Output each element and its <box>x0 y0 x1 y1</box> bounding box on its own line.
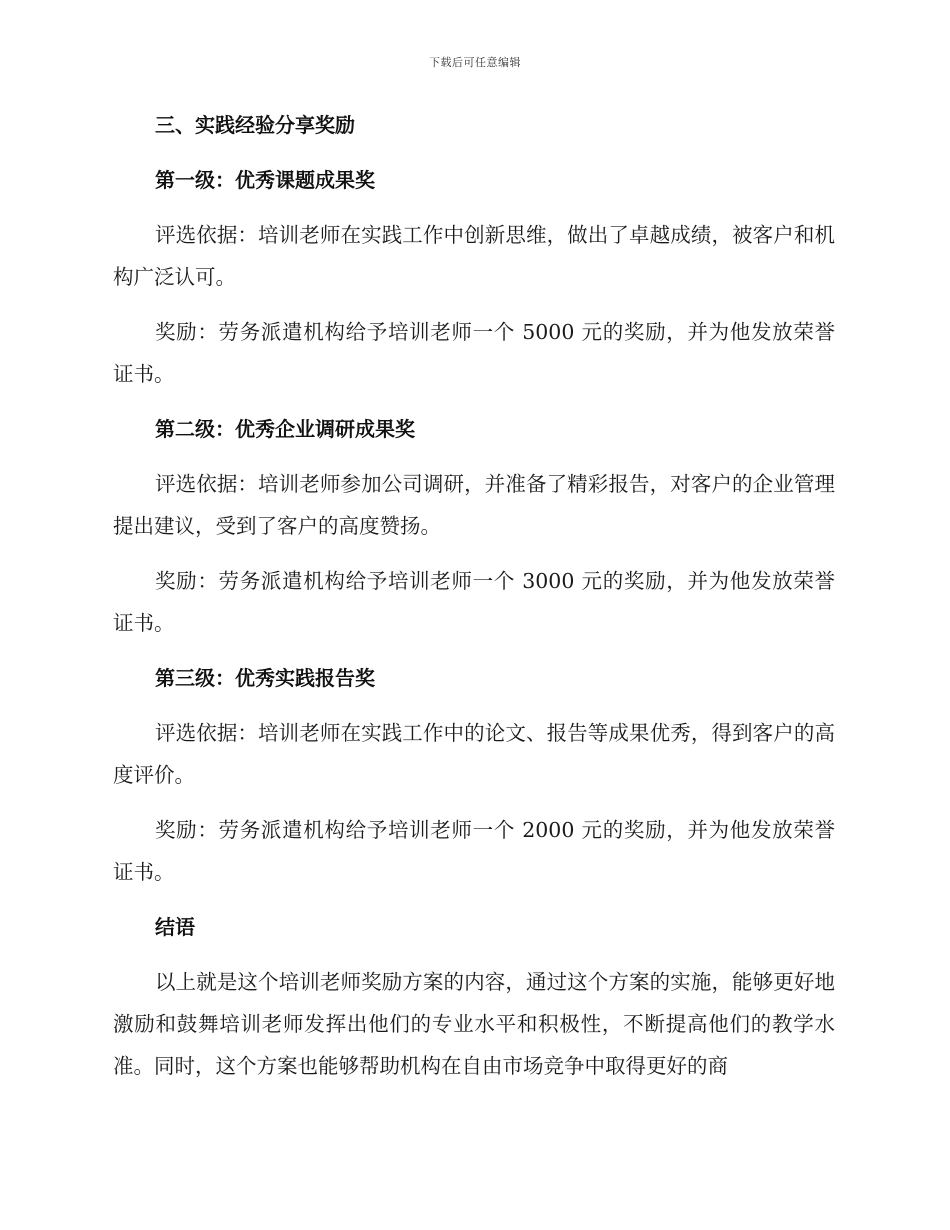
level1-title: 第一级：优秀课题成果奖 <box>155 168 375 192</box>
level2-title: 第二级：优秀企业调研成果奖 <box>155 417 415 441</box>
level2-criteria: 评选依据：培训老师参加公司调研，并准备了精彩报告，对客户的企业管理提出建议，受到了客户的高度赞扬。 <box>113 472 835 538</box>
level2-reward: 奖励：劳务派遣机构给予培训老师一个 3000 元的奖励，并为他发放荣誉证书。 <box>113 569 835 635</box>
level3-title: 第三级：优秀实践报告奖 <box>155 666 375 690</box>
level3-criteria: 评选依据：培训老师在实践工作中的论文、报告等成果优秀，得到客户的高度评价。 <box>113 721 835 787</box>
page-header: 下载后可任意编辑 <box>429 56 521 69</box>
document-body <box>113 104 835 1100</box>
conclusion-title: 结语 <box>155 915 195 939</box>
level3-reward: 奖励：劳务派遣机构给予培训老师一个 2000 元的奖励，并为他发放荣誉证书。 <box>113 818 835 884</box>
conclusion-text: 以上就是这个培训老师奖励方案的内容，通过这个方案的实施，能够更好地激励和鼓舞培训老师发挥出他们的专业水平和积极性，不断提高他们的教学水准。同时，这个方案也能够帮助机构在自由市场竞争中取得更好的商 <box>113 970 835 1078</box>
level1-reward: 奖励：劳务派遣机构给予培训老师一个 5000 元的奖励，并为他发放荣誉证书。 <box>113 320 835 386</box>
level1-criteria: 评选依据：培训老师在实践工作中创新思维，做出了卓越成绩，被客户和机构广泛认可。 <box>113 223 835 289</box>
section-title: 三、实践经验分享奖励 <box>155 113 355 137</box>
